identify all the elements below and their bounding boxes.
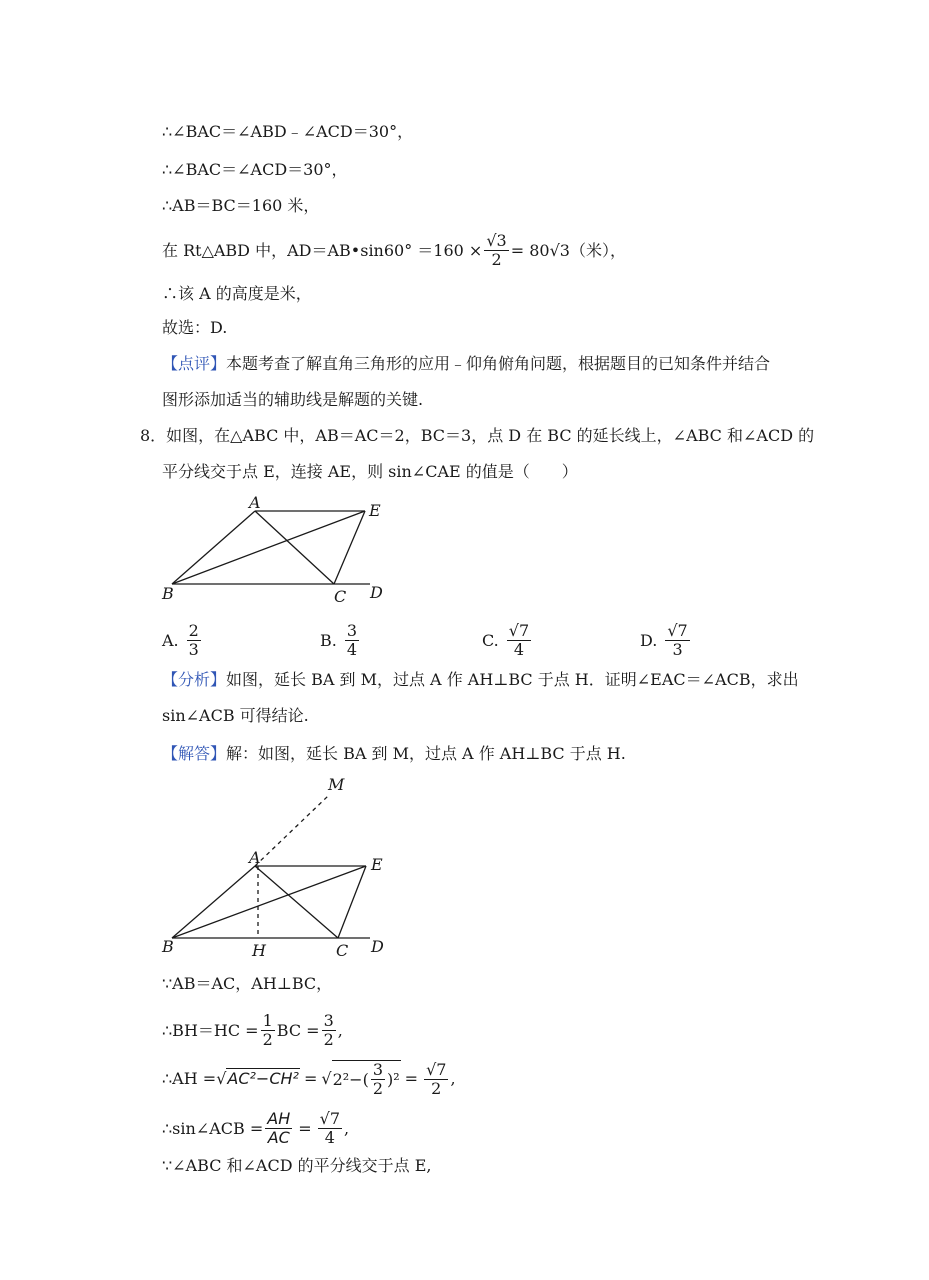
option-c-label: C. xyxy=(482,631,499,650)
solution-line-5: ∴该 A 的高度是米， xyxy=(162,284,312,303)
solution-line-2: ∴∠BAC＝∠ACD＝30°， xyxy=(162,160,348,179)
label-A: A xyxy=(249,848,261,867)
frac-num: AH xyxy=(267,1109,291,1128)
segment-CE xyxy=(334,511,365,584)
frac-den: 2 xyxy=(323,1030,334,1049)
option-d-label: D. xyxy=(640,631,658,650)
line4-suffix: = 80√3（米）， xyxy=(510,240,626,260)
frac-den: AC xyxy=(267,1128,290,1147)
label-E: E xyxy=(371,855,383,874)
solution-line-6: 故选：D. xyxy=(162,318,228,337)
step-2-mid: BC = xyxy=(276,1020,320,1040)
solution-line-3: ∴AB＝BC＝160 米， xyxy=(162,196,320,215)
frac-den: 2 xyxy=(431,1078,442,1098)
frac-num: 3 xyxy=(346,621,358,640)
frac-num: 1 xyxy=(262,1011,273,1030)
analysis-tag: 【分析】 xyxy=(162,670,227,689)
figure-2 xyxy=(150,774,410,964)
frac-num: √7 xyxy=(667,621,688,640)
step-4-prefix: ∴sin∠ACB = xyxy=(162,1118,264,1138)
analysis-line xyxy=(162,670,799,690)
frac-num: 3 xyxy=(323,1011,334,1030)
sqrt3-over-2 xyxy=(484,232,508,269)
frac-num: √3 xyxy=(486,231,507,250)
equals: = xyxy=(303,1069,318,1088)
solution-line-1: ∴∠BAC＝∠ABD﹣∠ACD＝30°， xyxy=(162,122,414,141)
frac-den: 2 xyxy=(262,1030,273,1049)
radicand-2-a: 2²−( xyxy=(332,1069,369,1089)
solution-line-4 xyxy=(162,232,626,269)
option-d-frac xyxy=(665,622,689,659)
radicand-1: AC²−CH² xyxy=(227,1069,299,1088)
step-3 xyxy=(162,1060,456,1098)
review-text: 本题考查了解直角三角形的应用﹣仰角俯角问题，根据题目的已知条件并结合 xyxy=(226,354,771,373)
label-B: B xyxy=(162,937,174,956)
review-line-2: 图形添加适当的辅助线是解题的关键. xyxy=(162,390,424,409)
review-tag: 【点评】 xyxy=(162,354,227,373)
frac-num: √7 xyxy=(426,1059,447,1079)
frac-den: 3 xyxy=(188,640,199,659)
question-8-line-1: 8．如图，在△ABC 中，AB＝AC＝2，BC＝3，点 D 在 BC 的延长线上，∠ABC 和∠ACD 的 xyxy=(140,426,815,445)
frac-den: 4 xyxy=(346,640,358,659)
label-D: D xyxy=(370,583,383,602)
segment-BA xyxy=(172,866,255,938)
step-3-suffix: , xyxy=(450,1069,456,1088)
segment-BE xyxy=(172,866,366,938)
option-c-frac xyxy=(507,622,531,659)
equals: = xyxy=(404,1069,419,1088)
step-1: ∵AB＝AC，AH⊥BC， xyxy=(162,974,333,993)
frac-num: 2 xyxy=(188,621,199,640)
frac-1-2 xyxy=(261,1012,275,1049)
step-2 xyxy=(162,1012,343,1049)
option-a[interactable] xyxy=(162,622,203,659)
answer-line xyxy=(162,744,626,764)
frac-sqrt7-4 xyxy=(318,1110,342,1147)
step-2-suffix: , xyxy=(337,1020,343,1040)
figure-1 xyxy=(150,494,410,609)
frac-num: 3 xyxy=(372,1060,383,1079)
step-5: ∵∠ABC 和∠ACD 的平分线交于点 E, xyxy=(162,1156,432,1175)
frac-3-2 xyxy=(322,1012,336,1049)
option-c[interactable] xyxy=(482,622,533,659)
equals: = xyxy=(298,1118,312,1138)
frac-3-2 xyxy=(371,1061,385,1098)
segment-CE xyxy=(338,866,366,938)
question-8-line-2: 平分线交于点 E，连接 AE，则 sin∠CAE 的值是（ ） xyxy=(162,462,578,481)
label-H: H xyxy=(252,941,266,960)
step-4-suffix: , xyxy=(344,1118,350,1138)
segment-BE xyxy=(172,511,365,584)
frac-den: 4 xyxy=(324,1128,335,1147)
label-M: M xyxy=(328,775,345,794)
label-E: E xyxy=(369,501,381,520)
step-3-prefix: ∴AH = xyxy=(162,1069,217,1088)
frac-den: 2 xyxy=(491,250,502,269)
label-D: D xyxy=(371,937,384,956)
sqrt-ac-ch: √AC²−CH² xyxy=(216,1069,299,1088)
answer-text: 解：如图，延长 BA 到 M，过点 A 作 AH⊥BC 于点 H. xyxy=(226,744,626,763)
line4-prefix: 在 Rt△ABD 中，AD＝AB•sin60° ＝160 × xyxy=(162,240,483,260)
frac-num: √7 xyxy=(508,621,530,640)
frac-den: 4 xyxy=(513,640,525,659)
frac-den: 3 xyxy=(672,640,683,659)
answer-tag: 【解答】 xyxy=(162,744,227,763)
review-line xyxy=(162,354,770,374)
segment-AM-dashed xyxy=(255,796,328,866)
frac-den: 2 xyxy=(372,1079,383,1098)
option-a-label: A. xyxy=(162,631,179,650)
option-b-label: B. xyxy=(320,631,337,650)
sqrt-numeric: √ 2²−( $\frac{3}{2}$ )² xyxy=(321,1060,400,1098)
label-C: C xyxy=(336,941,349,960)
frac-ah-ac xyxy=(265,1110,292,1147)
label-C: C xyxy=(334,587,347,606)
label-A: A xyxy=(249,493,261,512)
step-4 xyxy=(162,1110,349,1147)
radicand-2-b: )² xyxy=(387,1069,400,1089)
option-d[interactable] xyxy=(640,622,692,659)
segment-BA xyxy=(172,511,255,584)
option-a-frac xyxy=(187,622,201,659)
option-b[interactable] xyxy=(320,622,361,659)
option-b-frac xyxy=(345,622,359,659)
step-2-prefix: ∴BH＝HC = xyxy=(162,1020,259,1040)
radicand-2 xyxy=(332,1060,401,1098)
analysis-line-2: sin∠ACB 可得结论. xyxy=(162,706,309,725)
frac-sqrt7-2 xyxy=(424,1061,448,1098)
frac-num: √7 xyxy=(319,1109,341,1128)
label-B: B xyxy=(162,584,174,603)
analysis-text: 如图，延长 BA 到 M，过点 A 作 AH⊥BC 于点 H．证明∠EAC＝∠ACB，求出 xyxy=(226,670,799,689)
